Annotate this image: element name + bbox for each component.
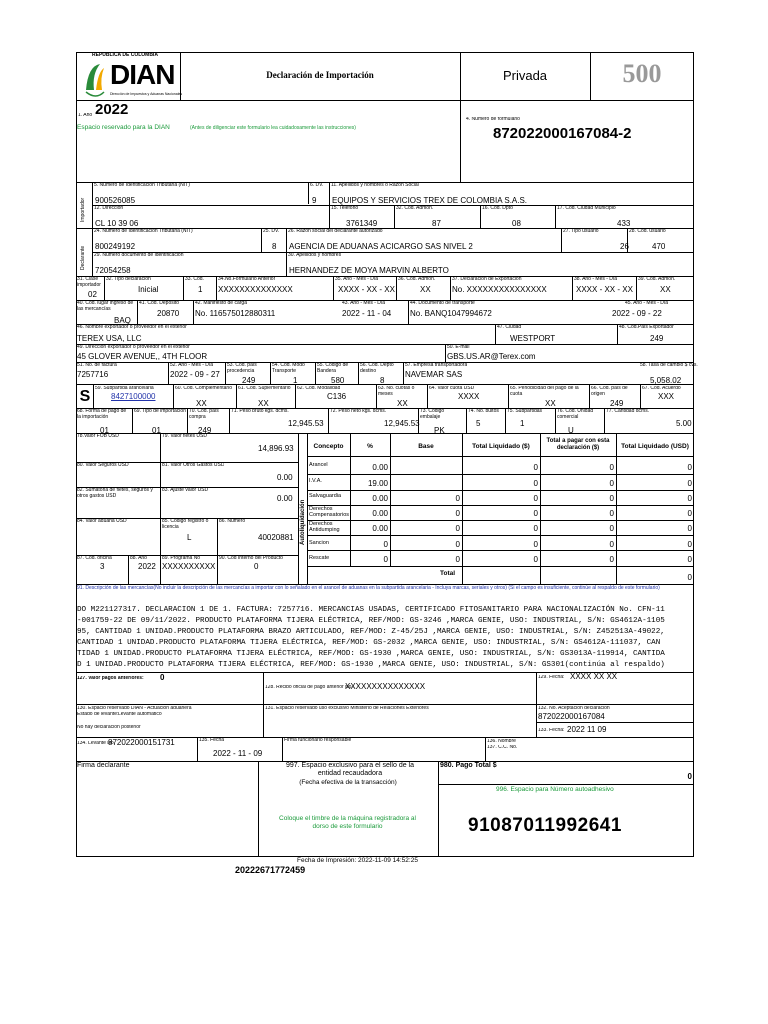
- total-usd: 0: [687, 573, 692, 582]
- cod-oficina: 3: [100, 562, 105, 571]
- cod-complementario: XX: [196, 399, 207, 408]
- republica-text: REPUBLICA DE COLOMBIA: [92, 53, 158, 58]
- tipo-declaracion: Inicial: [138, 285, 159, 294]
- empresa-transportadora: NAVEMAR SAS: [405, 370, 463, 379]
- fecha-35: XXXX - XX - XX: [338, 285, 395, 294]
- importador-admon: 87: [432, 219, 441, 228]
- codigo-embalaje: PK: [434, 426, 445, 435]
- descripcion-line-1: DO M221127317. DECLARACION 1 DE 1. FACTURA: 7257716. MERCANCIAS USADAS, CERTIFICADO FITOSANITARIO PARA NACIONALIZACIÓN No. CFN-11: [77, 606, 665, 614]
- importador-depto: 08: [512, 219, 521, 228]
- peso-bruto: 12,945.53: [288, 419, 324, 428]
- valor-pagos-anteriores: 0: [160, 673, 165, 682]
- manifiesto-carga: No. 116575012880311: [195, 309, 276, 318]
- declarante-cod-usuario: 470: [652, 242, 666, 251]
- importador-ciudad: 433: [617, 219, 631, 228]
- subpartidas: 1: [520, 419, 525, 428]
- year-label: 1. Año: [78, 113, 93, 118]
- pago-total-label: 980. Pago Total $: [440, 762, 497, 769]
- importador-nit: 900526085: [95, 196, 136, 205]
- modo-transporte: 1: [293, 376, 298, 385]
- year-value: 2022: [95, 101, 129, 118]
- form-number: 872022000167084-2: [493, 125, 632, 142]
- descripcion-line-2: -001759-22 DE 09/11/2022. PRODUCTO PLATAFORMA TIJERA ELÉCTRICA, REF/MOD: GS-3246 ,MARCA GENIE, USO: INDUSTRIAL, S/N: GS4612A-1105: [77, 617, 665, 625]
- numero-bultos: 5: [476, 419, 481, 428]
- cod-acuerdo: XXX: [658, 392, 675, 401]
- numero-factura: 7257716: [77, 370, 109, 379]
- numero-registro: 40020881: [258, 533, 294, 542]
- valor-cuota: XXXX: [458, 392, 480, 401]
- admon-36: XX: [420, 285, 431, 294]
- recibo-pago-anterior: XXXXXXXXXXXXXXX: [345, 682, 426, 691]
- documento-transporte: No. BANQ1047994672: [410, 309, 492, 318]
- valor-fob: 14,896.93: [258, 444, 294, 453]
- form-number-label: 4. Número de formulario: [466, 117, 520, 122]
- declarante-nit: 800249192: [95, 242, 136, 251]
- sello-fecha: (Fecha efectiva de la transacción): [299, 779, 397, 786]
- fecha-45: 2022 - 09 - 22: [612, 309, 662, 318]
- forma-pago: 01: [100, 426, 109, 435]
- fecha-factura: 2022 - 09 - 27: [170, 370, 220, 379]
- clase-importador: 02: [88, 290, 97, 299]
- declarante-nombres: HERNANDEZ DE MOYA MARVIN ALBERTO: [289, 266, 449, 275]
- descripcion-line-3: 95, CANTIDAD 1 UNIDAD.PRODUCTO PLATAFORMA BRAZO ARTICULADO, REF/MOD: Z-45/25J ,MARCA GENIE, USO: INDUSTRIAL, S/N: Z452513A-49022,: [77, 628, 665, 636]
- descripcion-line-5: TIDAD 1 UNIDAD.PRODUCTO PLATAFORMA TIJERA ELÉCTRICA, REF/MOD: GS-1930 ,MARCA GENIE, USO: INDUSTRIAL, S/N: GS3013A-119914, CANTIDA: [77, 650, 665, 658]
- firma-declarante-label: Firma declarante: [77, 762, 130, 769]
- numero-cuotas: XX: [397, 399, 408, 408]
- cod-suplementario: XX: [258, 399, 269, 408]
- s-indicator: S: [79, 388, 91, 405]
- fecha-43: 2022 - 11 - 04: [342, 309, 392, 318]
- formulario-anterior: XXXXXXXXXXXXXX: [218, 285, 293, 294]
- pago-total: 0: [687, 772, 692, 781]
- timbre-text: Coloque el timbre de la máquina registradora al dorso de este formulario: [279, 815, 416, 830]
- ajuste-valor: 0.00: [277, 494, 293, 503]
- cod-deposito: 20870: [157, 309, 180, 318]
- peso-neto: 12,945.53: [384, 419, 420, 428]
- declarante-razon-social: AGENCIA DE ADUANAS ACICARGO SAS NIVEL 2: [289, 242, 473, 251]
- dian-tagline: Dirección de Impuestos y Aduanas Nacionales: [110, 92, 183, 96]
- form-code: 500: [622, 59, 662, 88]
- importador-dv: 9: [312, 196, 317, 205]
- numero-aceptacion: 872022000167084: [538, 712, 605, 721]
- ciudad-exportador: WESTPORT: [510, 334, 556, 343]
- tipo-importacion: 01: [152, 426, 161, 435]
- levante-numero: 872022000151731: [108, 738, 175, 747]
- codigo-bandera: 580: [331, 376, 345, 385]
- privada-label: Privada: [502, 68, 548, 83]
- unidad-comercial: U: [568, 426, 574, 435]
- descripcion-line-4: CANTIDAD 1 UNIDAD.PRODUCTO PLATAFORMA TIJERA ELÉCTRICA, REF/MOD: GS-2032 ,MARCA GENIE, USO: INDUSTRIAL, S/N: GS4612A-111037, CAN: [77, 639, 661, 647]
- declaracion-exportacion: No. XXXXXXXXXXXXXXX: [452, 285, 547, 294]
- pais-compra: 249: [198, 426, 212, 435]
- total-label: Total: [440, 570, 456, 577]
- lugar-ingreso: BAQ: [114, 316, 131, 325]
- importador-direccion: CL 10 39 06: [95, 219, 139, 228]
- anio-88: 2022: [138, 562, 156, 571]
- declarante-dv: 8: [272, 242, 277, 251]
- cod-modalidad: C136: [327, 392, 347, 401]
- pais-exportador: 249: [650, 334, 664, 343]
- numero-autoadhesivo: 91087011992641: [468, 815, 622, 836]
- dian-logo-text: DIAN: [110, 59, 175, 90]
- fecha-129: XXXX XX XX: [570, 672, 618, 681]
- exportador: TEREX USA, LLC: [77, 334, 142, 343]
- depto-destino: 8: [380, 376, 385, 385]
- form-title: Declaración de Importación: [266, 70, 374, 80]
- sello-997: 997. Espacio exclusivo para el sello de la entidad recaudadora: [285, 762, 415, 777]
- importador-razon-social: EQUIPOS Y SERVICIOS TREX DE COLOMBIA S.A.S.: [332, 196, 528, 205]
- codigo-registro: L: [187, 533, 192, 542]
- email-exportador: GBS.US.AR@Terex.com: [447, 352, 536, 361]
- subpartida-arancelaria[interactable]: 8427100000: [111, 392, 156, 401]
- fecha-impresion: Fecha de Impresión: 2022-11-09 14:52:25: [297, 857, 418, 864]
- declarante-section: Declarante: [80, 245, 86, 270]
- fecha-135: 2022 - 11 - 09: [213, 749, 263, 758]
- fecha-133: 2022 11 09: [567, 725, 607, 734]
- declarante-tipo-usuario: 26: [620, 242, 629, 251]
- declarante-documento: 72054258: [95, 266, 131, 275]
- tasa-cambio: 5,058.02: [650, 376, 682, 385]
- descripcion-label: 91. Descripción de las mercancías(No incluir la descripción de las mercancías a importar con lo señalado en el arancel de aduanas en la subpartida arancelaria - Incluya marcas, seriales y otros) (Si el campo es insuficiente, continúe al respaldo de este formulario): [77, 585, 660, 591]
- valor-otros-gastos: 0.00: [277, 473, 293, 482]
- autoliquidacion-section: Autoliquidación: [300, 499, 306, 545]
- estado-levante: Levante automático: [118, 712, 162, 717]
- cod-interno-producto: 0: [254, 562, 259, 571]
- bottom-number: 20222671772459: [235, 865, 306, 875]
- cantidad: 5.00: [676, 419, 692, 428]
- pais-procedencia: 249: [242, 376, 256, 385]
- descripcion-line-6: D 1 UNIDAD.PRODUCTO PLATAFORMA TIJERA ELÉCTRICA, REF/MOD: GS-1930 ,MARCA GENIE, USO: INDUSTRIAL, S/N: GS301(continúa al respaldo): [77, 661, 665, 669]
- inspeccion-text: No hay declaración posterior: [77, 725, 141, 730]
- reserved-title: Espacio reservado para la DIAN: [77, 124, 170, 131]
- autoadhesivo-label: 996. Espacio para Número autoadhesivo: [496, 786, 614, 793]
- importador-telefono: 3761349: [346, 219, 378, 228]
- cod-33: 1: [198, 285, 203, 294]
- fecha-38: XXXX - XX - XX: [576, 285, 633, 294]
- importador-section: Importador: [80, 197, 86, 222]
- programa: XXXXXXXXXX: [162, 562, 216, 571]
- periodicidad-pago: XX: [545, 399, 556, 408]
- pais-origen: 249: [610, 399, 624, 408]
- admon-39: XX: [660, 285, 671, 294]
- direccion-exportador: 45 GLOVER AVENUE,, 4TH FLOOR: [77, 352, 208, 361]
- reserved-note: (Antes de diligenciar este formulario lea cuidadosamente las instrucciones): [190, 125, 356, 131]
